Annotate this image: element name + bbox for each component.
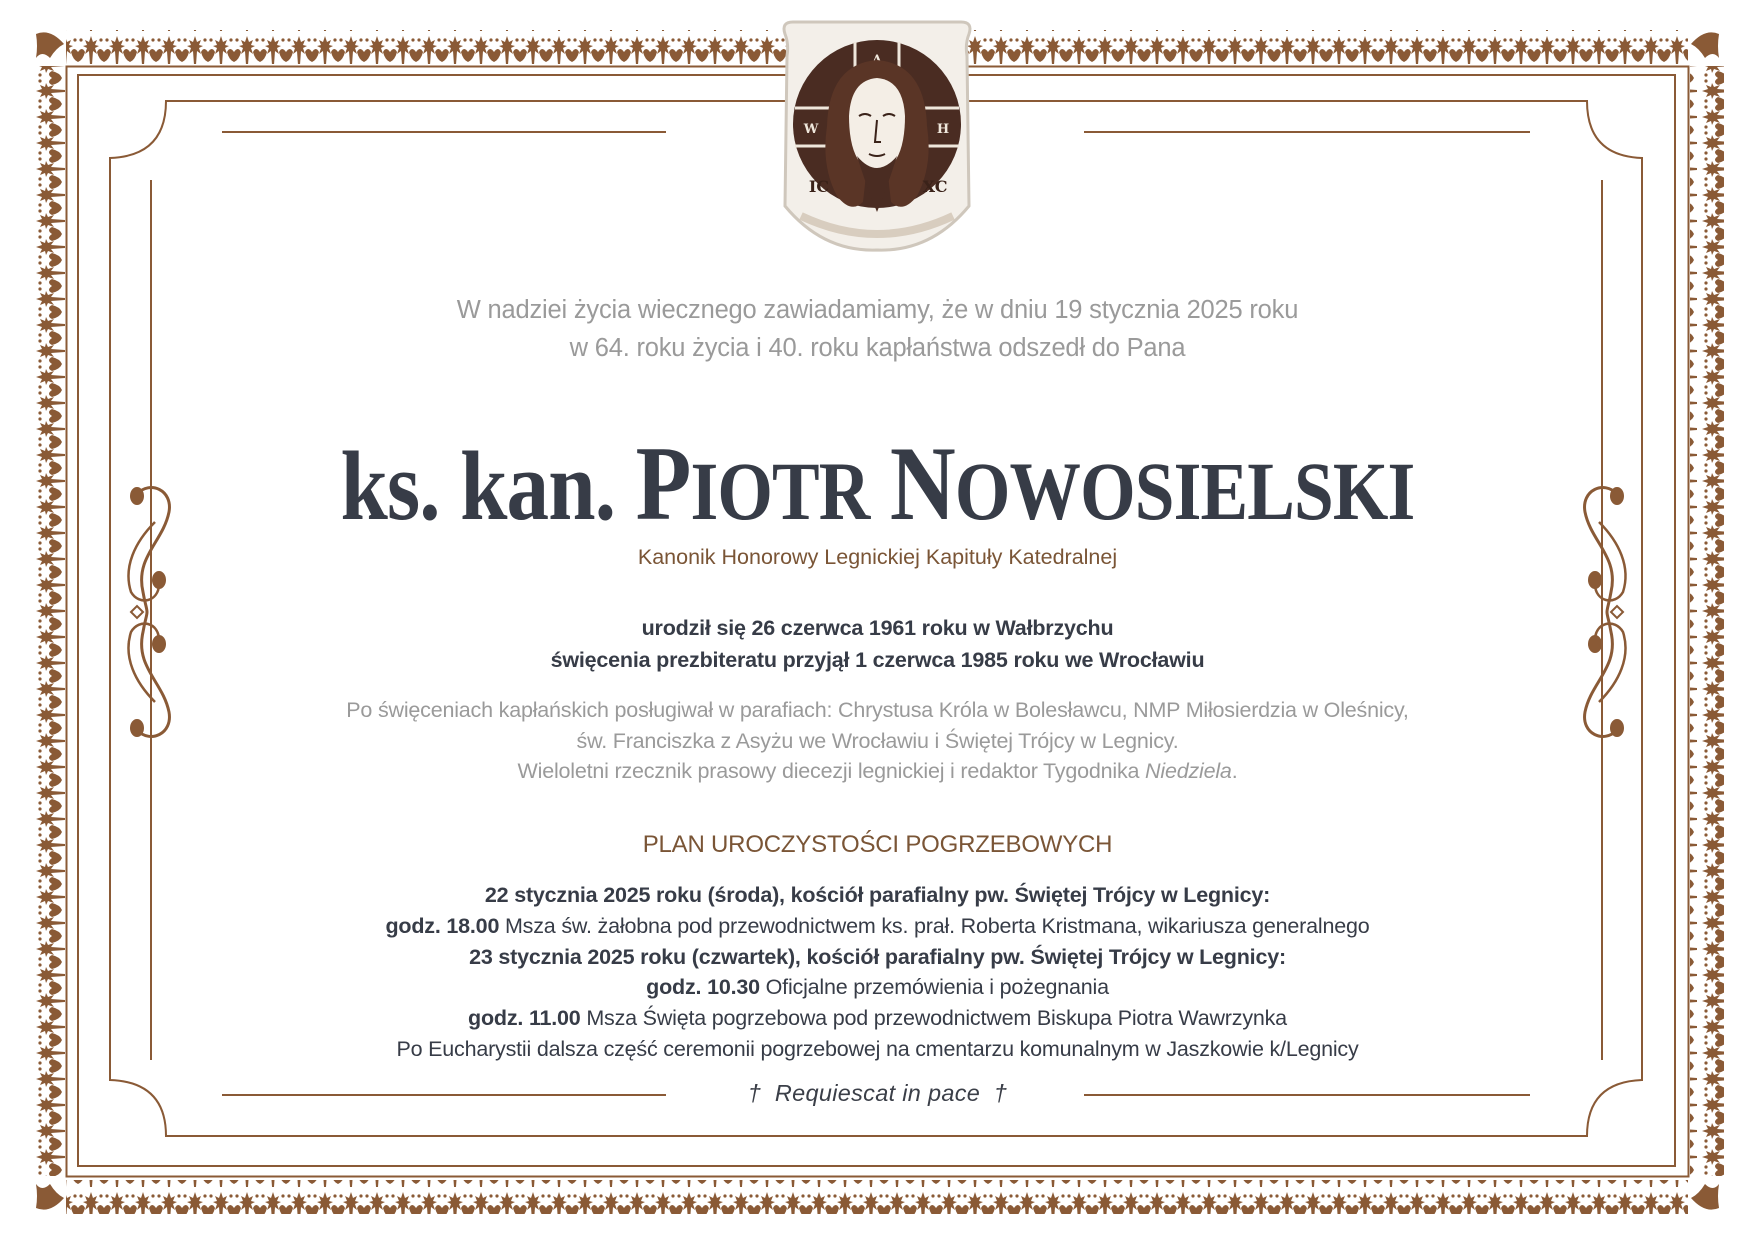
- day-1-header: 22 stycznia 2025 roku (środa), kościół parafialny pw. Świętej Trójcy w Legnicy:: [484, 883, 1271, 907]
- intro-line-1: W nadziei życia wiecznego zawiadamiamy, że w dniu 19 stycznia 2025 roku: [456, 296, 1299, 324]
- deceased-title: Kanonik Honorowy Legnickiej Kapituły Katedralnej: [637, 545, 1118, 569]
- last-name: NOWOSIELSKI: [889, 425, 1415, 542]
- bio-key-dates: [0, 612, 1755, 676]
- svg-text:W: W: [803, 122, 819, 137]
- svg-text:XC: XC: [922, 177, 948, 196]
- bio-line-2: św. Franciszka z Asyżu we Wrocławiu i Świętej Trójcy w Legnicy.: [576, 728, 1179, 753]
- intro-line-2: w 64. roku życia i 40. roku kapłaństwa odszedł do Pana: [569, 334, 1186, 362]
- schedule-event: godz. 10.30 Oficjalne przemówienia i pożegnania: [646, 975, 1109, 1000]
- schedule-event: godz. 18.00 Msza św. żałobna pod przewodnictwem ks. prał. Roberta Kristmana, wikariusza generalnego: [385, 913, 1370, 938]
- funeral-schedule: [0, 880, 1755, 1065]
- schedule-event: godz. 11.00 Msza Święta pogrzebowa pod przewodnictwem Biskupa Piotra Wawrzynka: [468, 1006, 1287, 1031]
- requiescat-in-pace: [0, 1078, 1755, 1108]
- svg-text:IC: IC: [808, 177, 830, 196]
- ordination-info: święcenia prezbiteratu przyjął 1 czerwca 1985 roku we Wrocławiu: [550, 648, 1205, 672]
- bio-line-3: Wieloletni rzecznik prasowy diecezji legnickiej i redaktor Tygodnika Niedziela.: [517, 759, 1238, 783]
- bio-line-1: Po święceniach kapłańskich posługiwał w parafiach: Chrystusa Króla w Bolesławcu, NMP Miłosierdzia w Oleśnicy,: [346, 698, 1409, 722]
- ornament-band-bottom: [66, 1180, 1688, 1214]
- svg-text:H: H: [936, 122, 950, 137]
- christ-icon: [771, 16, 983, 252]
- publication-name: Niedziela: [1145, 759, 1232, 783]
- rip-text: Requiescat in pace: [774, 1080, 981, 1106]
- bio-ministry: [0, 695, 1755, 787]
- cross-icon: †: [747, 1080, 762, 1106]
- cross-icon: †: [993, 1080, 1008, 1106]
- schedule-closing: Po Eucharystii dalsza część ceremonii pogrzebowej na cmentarzu komunalnym w Jaszkowie k/Legnicy: [396, 1036, 1359, 1061]
- first-name: PIOTR: [635, 425, 870, 542]
- day-2-header: 23 stycznia 2025 roku (czwartek), kościół parafialny pw. Świętej Trójcy w Legnicy:: [469, 944, 1286, 969]
- deceased-name: [123, 425, 1632, 547]
- intro-announcement: [0, 291, 1755, 367]
- birth-info: urodził się 26 czerwca 1961 roku w Wałbrzychu: [641, 616, 1114, 640]
- name-prefix: ks. kan.: [340, 432, 616, 541]
- funeral-plan-heading: PLAN UROCZYSTOŚCI POGRZEBOWYCH: [642, 831, 1113, 858]
